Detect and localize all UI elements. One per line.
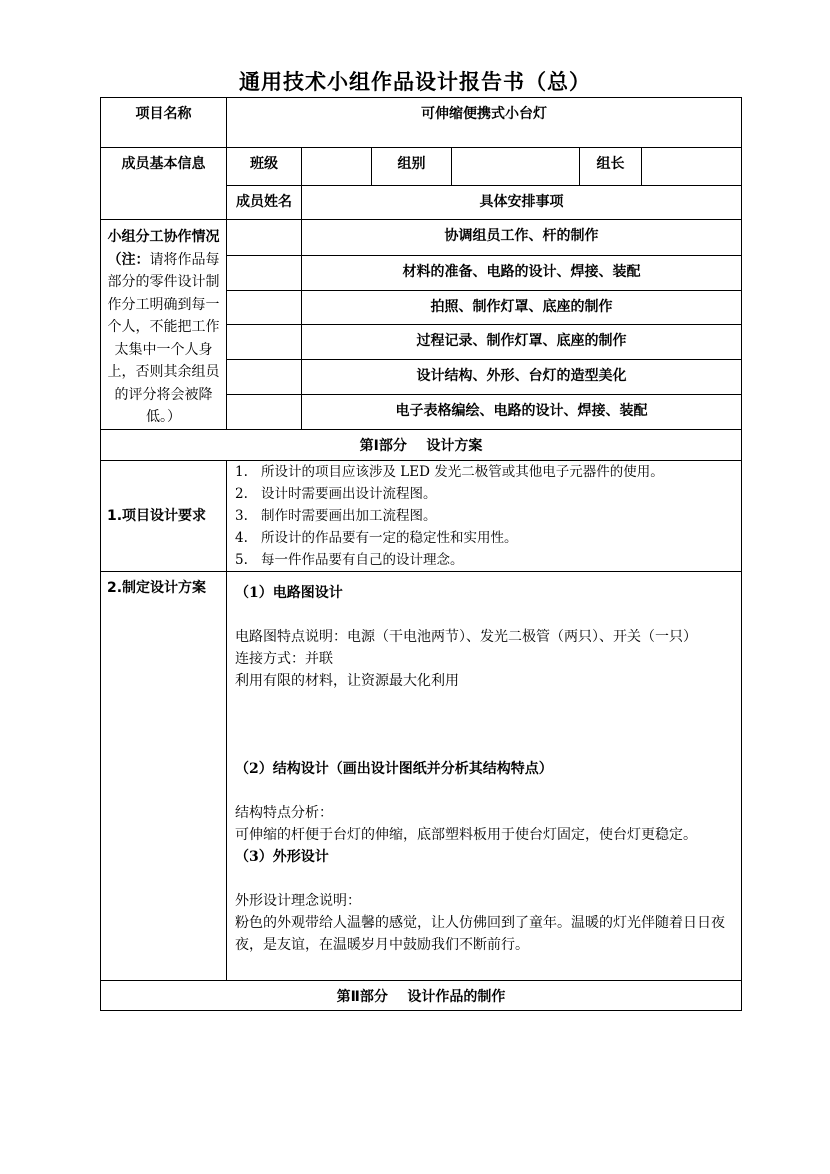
shape-label: 外形设计理念说明： (235, 892, 361, 909)
circuit-heading: （1）电路图设计 (235, 584, 343, 601)
circuit-note: 利用有限的材料，让资源最大化利用 (235, 672, 459, 689)
class-label: 班级 (227, 148, 302, 186)
part1-heading: 第Ⅰ部分 设计方案 (101, 429, 742, 460)
member-name-cell (227, 359, 302, 394)
member-name-cell (227, 394, 302, 429)
requirement-item: 1. 所设计的项目应该涉及 LED 发光二极管或其他电子元器件的使用。 (235, 463, 664, 480)
leader-label: 组长 (580, 148, 642, 186)
project-name-value: 可伸缩便携式小台灯 (227, 98, 742, 148)
member-name-cell (227, 220, 302, 256)
member-name-cell (227, 325, 302, 360)
structure-label: 结构特点分析： (235, 804, 333, 821)
requirement-item: 3. 制作时需要画出加工流程图。 (235, 507, 437, 524)
member-name-label: 成员姓名 (227, 186, 302, 220)
division-label (101, 220, 227, 430)
task-cell: 设计结构、外形、台灯的造型美化 (302, 359, 742, 394)
task-cell: 协调组员工作、杆的制作 (302, 220, 742, 256)
plan-content (227, 571, 742, 980)
group-label: 组别 (372, 148, 452, 186)
structure-heading: （2）结构设计（画出设计图纸并分析其结构特点） (235, 760, 553, 777)
class-value (302, 148, 372, 186)
report-table (100, 97, 742, 1011)
task-cell: 材料的准备、电路的设计、焊接、装配 (302, 255, 742, 290)
circuit-connection: 连接方式：并联 (235, 650, 333, 667)
project-name-label: 项目名称 (101, 98, 227, 148)
circuit-description: 电路图特点说明：电源（干电池两节）、发光二极管（两只）、开关（一只） (235, 628, 697, 645)
task-header: 具体安排事项 (302, 186, 742, 220)
document-title: 通用技术小组作品设计报告书（总） (239, 69, 591, 94)
structure-description: 可伸缩的杆便于台灯的伸缩，底部塑料板用于使台灯固定，使台灯更稳定。 (235, 826, 697, 843)
shape-heading: （3）外形设计 (235, 848, 329, 865)
member-name-cell (227, 255, 302, 290)
division-note: 请将作品每部分的零件设计制作分工明确到每一个人，不能把工作太集中一个人身上，否则其余组员的评分将会被降低。） (107, 251, 220, 425)
member-name-cell (227, 290, 302, 325)
shape-description: 粉色的外观带给人温馨的感觉，让人仿佛回到了童年。温暖的灯光伴随着日日夜夜，是友谊，在温暖岁月中鼓励我们不断前行。 (235, 914, 725, 953)
leader-value (642, 148, 742, 186)
part2-heading: 第Ⅱ部分 设计作品的制作 (101, 980, 742, 1010)
task-cell: 过程记录、制作灯罩、底座的制作 (302, 325, 742, 360)
group-value (452, 148, 580, 186)
task-cell: 电子表格编绘、电路的设计、焊接、装配 (302, 394, 742, 429)
plan-label: 2.制定设计方案 (101, 571, 227, 980)
requirements-label: 1.项目设计要求 (101, 460, 227, 571)
requirement-item: 4. 所设计的作品要有一定的稳定性和实用性。 (235, 529, 518, 546)
requirements-list-cell (227, 460, 742, 571)
requirement-item: 2. 设计时需要画出设计流程图。 (235, 485, 437, 502)
task-cell: 拍照、制作灯罩、底座的制作 (302, 290, 742, 325)
members-label: 成员基本信息 (101, 148, 227, 220)
requirements-list (227, 461, 741, 571)
requirement-item: 5. 每一件作品要有自己的设计理念。 (235, 551, 464, 568)
division-label-text: 小组分工协作情况（注： (107, 229, 220, 268)
